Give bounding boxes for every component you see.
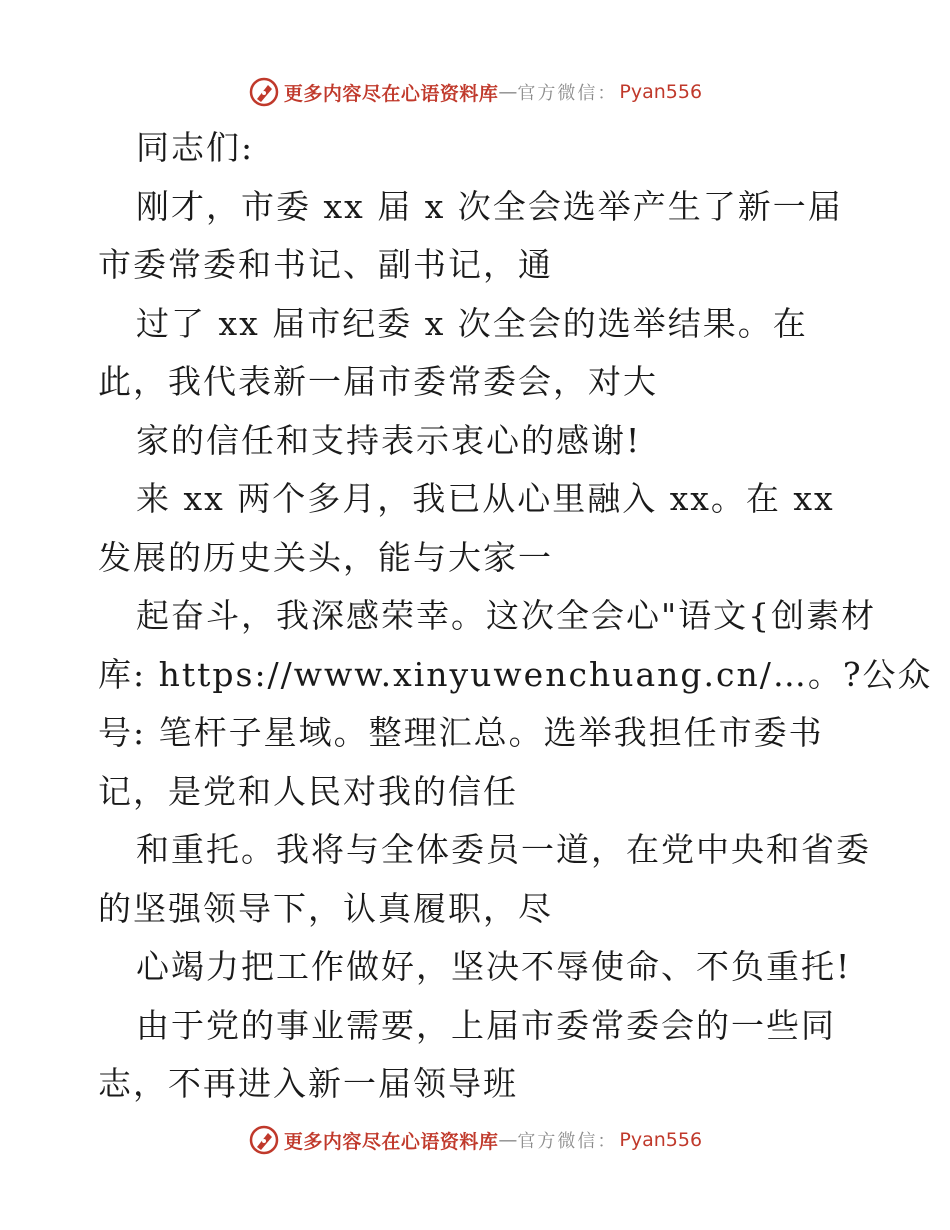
banner-separator: —	[498, 81, 518, 103]
banner-wechat-id: Pyan556	[619, 81, 703, 103]
banner-separator: —	[498, 1129, 518, 1151]
banner-wechat-id: Pyan556	[619, 1129, 703, 1151]
text-line: 同志们:	[136, 128, 255, 167]
text-line: 记，是党和人民对我的信任	[98, 772, 518, 811]
text-line: 此，我代表新一届市委常委会，对大	[98, 362, 658, 401]
text-line: 起奋斗，我深感荣幸。这次全会心"语文{创素材	[136, 596, 877, 635]
banner-wechat-label: 官方微信：	[517, 83, 618, 104]
text-line: 的坚强领导下，认真履职，尽	[98, 889, 553, 928]
text-line: 和重托。我将与全体委员一道，在党中央和省委	[136, 830, 871, 869]
pen-nib-circle-icon	[248, 76, 280, 108]
text-line: 过了 xx 届市纪委 x 次全会的选举结果。在	[136, 304, 808, 343]
text-line: 家的信任和支持表示衷心的感谢!	[136, 421, 642, 460]
banner-main-text: 更多内容尽在心语资料库	[283, 1130, 499, 1153]
text-line: 库: https://www.xinyuwenchuang.cn/…。?公众	[98, 655, 933, 694]
text-line: 刚才，市委 xx 届 x 次全会选举产生了新一届	[136, 187, 843, 226]
text-line: 由于党的事业需要，上届市委常委会的一些同	[136, 1006, 836, 1045]
text-line: 市委常委和书记、副书记，通	[98, 245, 553, 284]
footer-banner	[0, 1120, 950, 1160]
text-line: 号: 笔杆子星域。整理汇总。选举我担任市委书	[98, 713, 824, 752]
banner-wechat-label: 官方微信：	[517, 1131, 618, 1152]
text-line: 心竭力把工作做好，坚决不辱使命、不负重托!	[136, 947, 852, 986]
text-line: 来 xx 两个多月，我已从心里融入 xx。在 xx	[136, 479, 835, 518]
banner-main-text: 更多内容尽在心语资料库	[283, 82, 499, 105]
text-line: 发展的历史关头，能与大家一	[98, 538, 553, 577]
text-line: 志，不再进入新一届领导班	[98, 1064, 518, 1103]
header-banner	[0, 72, 950, 112]
pen-nib-circle-icon	[248, 1124, 280, 1156]
